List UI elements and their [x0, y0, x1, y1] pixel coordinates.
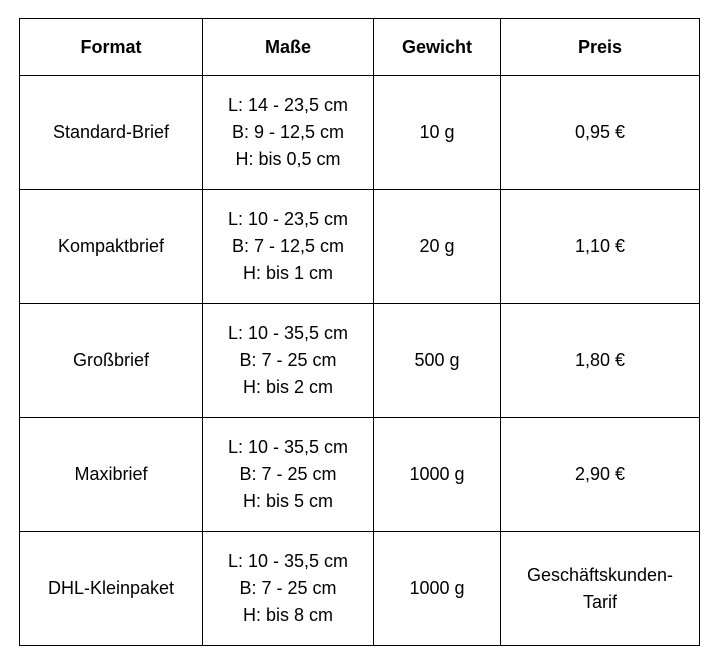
- price-text: Tarif: [582, 591, 617, 612]
- cell-gewicht: 10 g: [374, 76, 501, 190]
- postage-table: [19, 18, 700, 646]
- cell-masse: [203, 532, 374, 646]
- header-row: [20, 19, 700, 76]
- cell-format: Kompaktbrief: [20, 190, 203, 304]
- dimension-length: L: 14 - 23,5 cm: [227, 95, 349, 115]
- dimension-length: L: 10 - 35,5 cm: [227, 437, 349, 457]
- cell-masse: [203, 76, 374, 190]
- dimension-length: L: 10 - 35,5 cm: [227, 551, 349, 571]
- dimension-height: H: bis 5 cm: [242, 491, 334, 511]
- table-row: [20, 532, 700, 646]
- table-row: [20, 418, 700, 532]
- header-format: Format: [20, 19, 203, 76]
- cell-preis: [501, 418, 700, 532]
- cell-format: DHL-Kleinpaket: [20, 532, 203, 646]
- dimension-height: H: bis 8 cm: [242, 605, 334, 625]
- cell-format: Standard-Brief: [20, 76, 203, 190]
- table-body: [20, 76, 700, 646]
- header-gewicht: Gewicht: [374, 19, 501, 76]
- cell-masse: [203, 418, 374, 532]
- cell-format: Großbrief: [20, 304, 203, 418]
- table-row: [20, 190, 700, 304]
- dimension-height: H: bis 1 cm: [242, 263, 334, 283]
- cell-gewicht: 1000 g: [374, 418, 501, 532]
- dimension-length: L: 10 - 23,5 cm: [227, 209, 349, 229]
- cell-preis: [501, 304, 700, 418]
- dimension-width: B: 7 - 25 cm: [239, 350, 337, 370]
- price-text: 1,80 €: [574, 350, 626, 370]
- header-masse: Maße: [203, 19, 374, 76]
- dimension-width: B: 7 - 25 cm: [239, 578, 337, 598]
- dimension-width: B: 9 - 12,5 cm: [231, 122, 345, 142]
- cell-gewicht: 1000 g: [374, 532, 501, 646]
- dimension-width: B: 7 - 25 cm: [239, 464, 337, 484]
- table-header: [20, 19, 700, 76]
- cell-format: Maxibrief: [20, 418, 203, 532]
- price-text: 2,90 €: [574, 464, 626, 484]
- cell-masse: [203, 304, 374, 418]
- dimension-height: H: bis 0,5 cm: [235, 149, 341, 169]
- cell-masse: [203, 190, 374, 304]
- cell-gewicht: 20 g: [374, 190, 501, 304]
- cell-preis: [501, 190, 700, 304]
- header-preis: Preis: [501, 19, 700, 76]
- price-text: 0,95 €: [574, 122, 626, 142]
- dimension-height: H: bis 2 cm: [242, 377, 334, 397]
- dimension-width: B: 7 - 12,5 cm: [231, 236, 345, 256]
- table-row: [20, 76, 700, 190]
- price-text: 1,10 €: [574, 236, 626, 256]
- postage-table-wrapper: [19, 18, 700, 646]
- table-row: [20, 304, 700, 418]
- price-text: Geschäftskunden-: [526, 564, 674, 585]
- dimension-length: L: 10 - 35,5 cm: [227, 323, 349, 343]
- cell-preis: [501, 532, 700, 646]
- cell-preis: [501, 76, 700, 190]
- cell-gewicht: 500 g: [374, 304, 501, 418]
